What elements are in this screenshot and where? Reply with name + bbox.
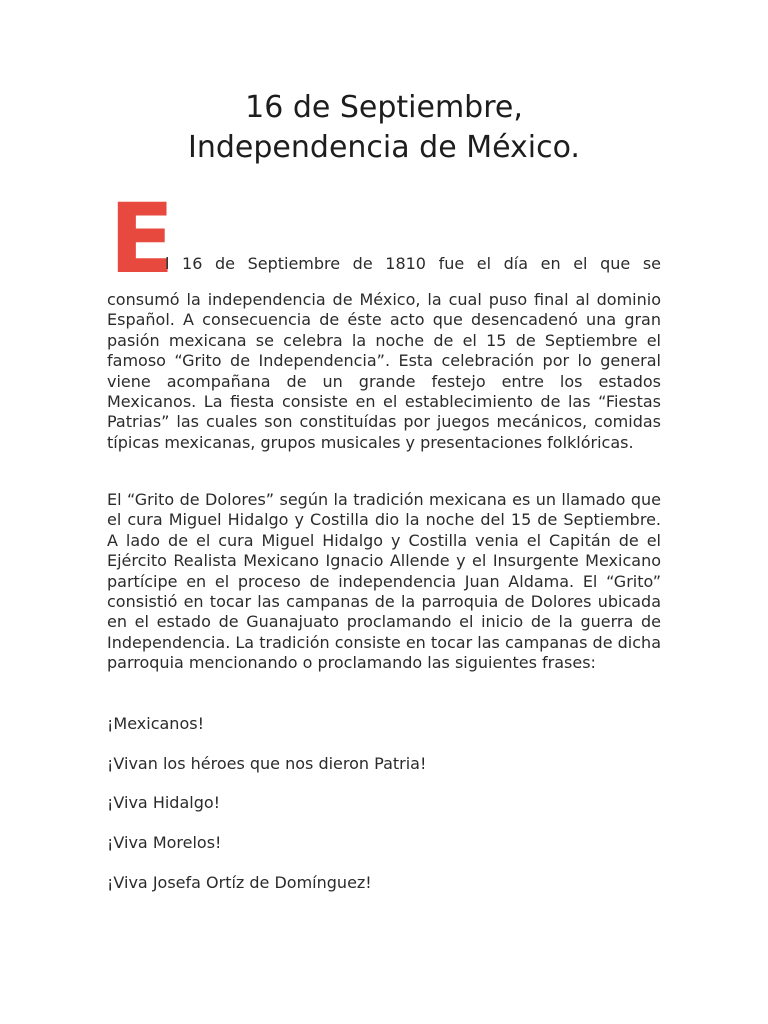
paragraph-1: consumó la independencia de México, la cual puso final al dominio Español. A consecuencia de éste acto que desencadenó una gran pasión mexicana se celebra la noche de el 15 de Septiembre el famoso “Grito de Independencia”. Esta celebración por lo general viene acompañana de un grande festejo entre los estados Mexicanos. La fiesta consiste en el establecimiento de las “Fiestas Patrias” las cuales son constituídas por juegos mecánicos, comidas típicas mexicanas, grupos musicales y presentaciones folklóricas.: [107, 290, 661, 452]
title-line-1: 16 de Septiembre,: [245, 90, 523, 125]
exclamation-line: ¡Vivan los héroes que nos dieron Patria!: [107, 754, 427, 773]
exclamation-line: ¡Viva Josefa Ortíz de Domínguez!: [107, 873, 372, 892]
drop-cap-letter: E: [109, 183, 175, 295]
title-line-2: Independencia de México.: [188, 130, 580, 165]
exclamation-line: ¡Viva Morelos!: [107, 833, 222, 852]
first-paragraph-lead-line: l 16 de Septiembre de 1810 fue el día en el que se: [165, 254, 661, 273]
exclamation-line: ¡Mexicanos!: [107, 714, 204, 733]
document-title: [107, 88, 661, 168]
paragraph-2: El “Grito de Dolores” según la tradición mexicana es un llamado que el cura Miguel Hidalgo y Costilla dio la noche del 15 de Septiembre. A lado de el cura Miguel Hidalgo y Costilla venia el Capitán de el Ejército Realista Mexicano Ignacio Allende y el Insurgente Mexicano partícipe en el proceso de independencia Juan Aldama. El “Grito” consistió en tocar las campanas de la parroquia de Dolores ubicada en el estado de Guanajuato proclamando el inicio de la guerra de Independencia. La tradición consiste en tocar las campanas de dicha parroquia mencionando o proclamando las siguientes frases:: [107, 490, 661, 673]
exclamation-line: ¡Viva Hidalgo!: [107, 793, 221, 812]
